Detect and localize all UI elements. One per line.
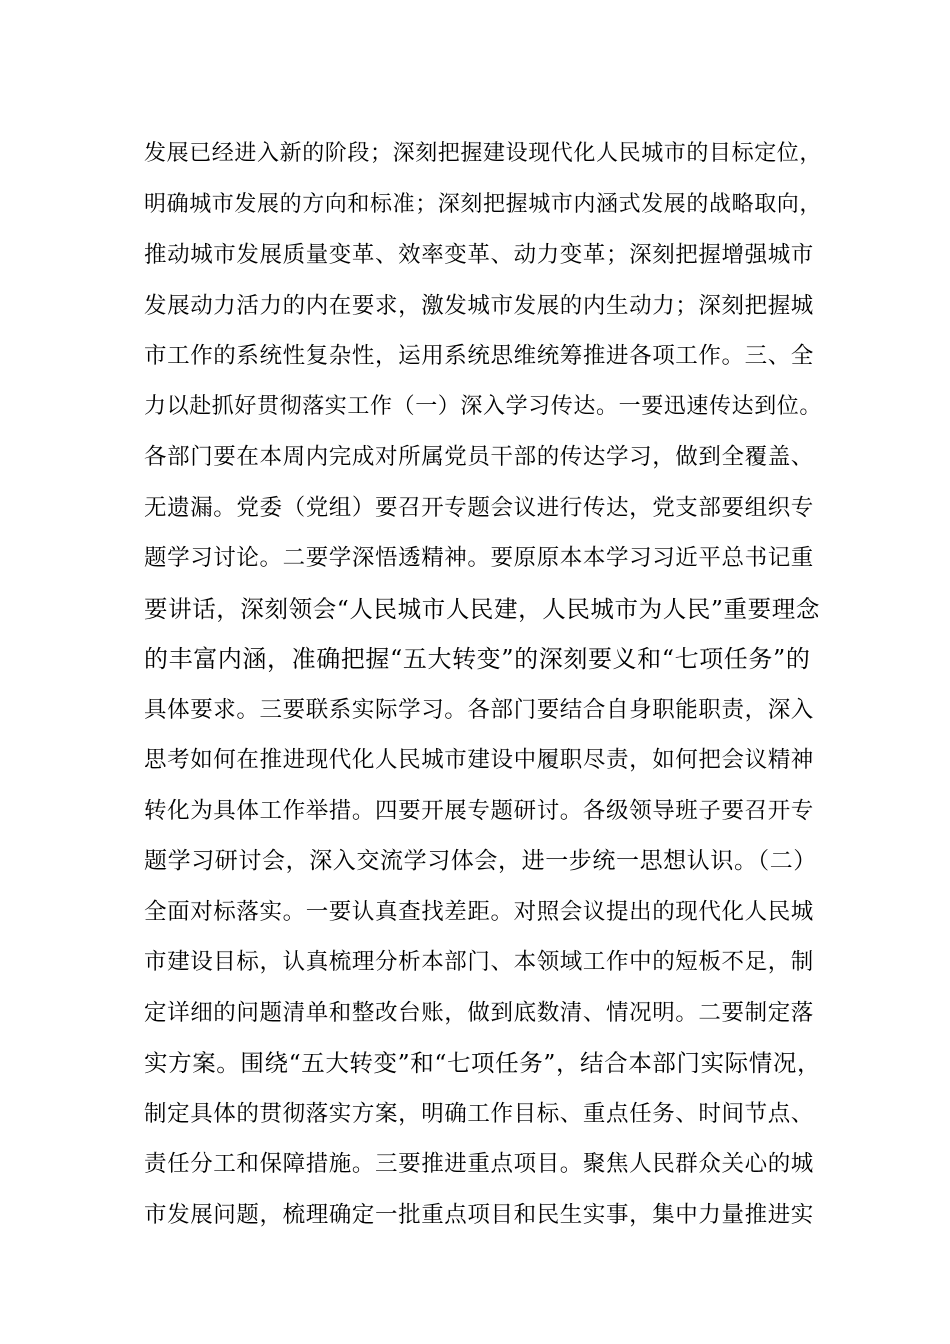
text-line-11: 的丰富内涵，准确把握“五大转变”的深刻要义和“七项任务”的 (144, 645, 811, 673)
text-line-19: 实方案。围绕“五大转变”和“七项任务”，结合本部门实际情况， (144, 1049, 822, 1077)
text-line-17: 市建设目标，认真梳理分析本部门、本领域工作中的短板不足，制 (144, 949, 814, 975)
text-line-1: 发展已经进入新的阶段；深刻把握建设现代化人民城市的目标定位， (144, 141, 823, 166)
text-line-20: 制定具体的贯彻落实方案，明确工作目标、重点任务、时间节点、 (144, 1100, 814, 1127)
text-line-13: 思考如何在推进现代化人民城市建设中履职尽责，如何把会议精神 (144, 747, 814, 773)
text-line-6: 力以赴抓好贯彻落实工作（一）深入学习传达。一要迅速传达到位。 (144, 393, 823, 419)
text-line-18: 定详细的问题清单和整改台账，做到底数清、情况明。二要制定落 (144, 999, 814, 1026)
text-line-21: 责任分工和保障措施。三要推进重点项目。聚焦人民群众关心的城 (144, 1151, 814, 1177)
text-line-5: 市工作的系统性复杂性，运用系统思维统筹推进各项工作。三、全 (144, 343, 814, 369)
text-line-10: 要讲话，深刻领会“人民城市人民建，人民城市为人民”重要理念 (144, 594, 820, 623)
text-line-8: 无遗漏。党委（党组）要召开专题会议进行传达，党支部要组织专 (144, 494, 814, 521)
text-line-12: 具体要求。三要联系实际学习。各部门要结合自身职能职责，深入 (144, 696, 814, 723)
text-line-2: 明确城市发展的方向和标准；深刻把握城市内涵式发展的战略取向， (144, 191, 823, 217)
body-text (144, 129, 824, 1240)
text-line-3: 推动城市发展质量变革、效率变革、动力变革；深刻把握增强城市 (144, 242, 814, 268)
text-line-4: 发展动力活力的内在要求，激发城市发展的内生动力；深刻把握城 (144, 292, 814, 319)
text-line-22: 市发展问题，梳理确定一批重点项目和民生实事，集中力量推进实 (144, 1201, 814, 1228)
text-line-9: 题学习讨论。二要学深悟透精神。要原原本本学习习近平总书记重 (144, 545, 814, 571)
text-line-7: 各部门要在本周内完成对所属党员干部的传达学习，做到全覆盖、 (144, 444, 814, 470)
text-line-16: 全面对标落实。一要认真查找差距。对照会议提出的现代化人民城 (144, 898, 814, 925)
text-line-14: 转化为具体工作举措。四要开展专题研讨。各级领导班子要召开专 (144, 797, 814, 824)
text-line-15: 题学习研讨会，深入交流学习体会，进一步统一思想认识。（二） (144, 848, 817, 874)
